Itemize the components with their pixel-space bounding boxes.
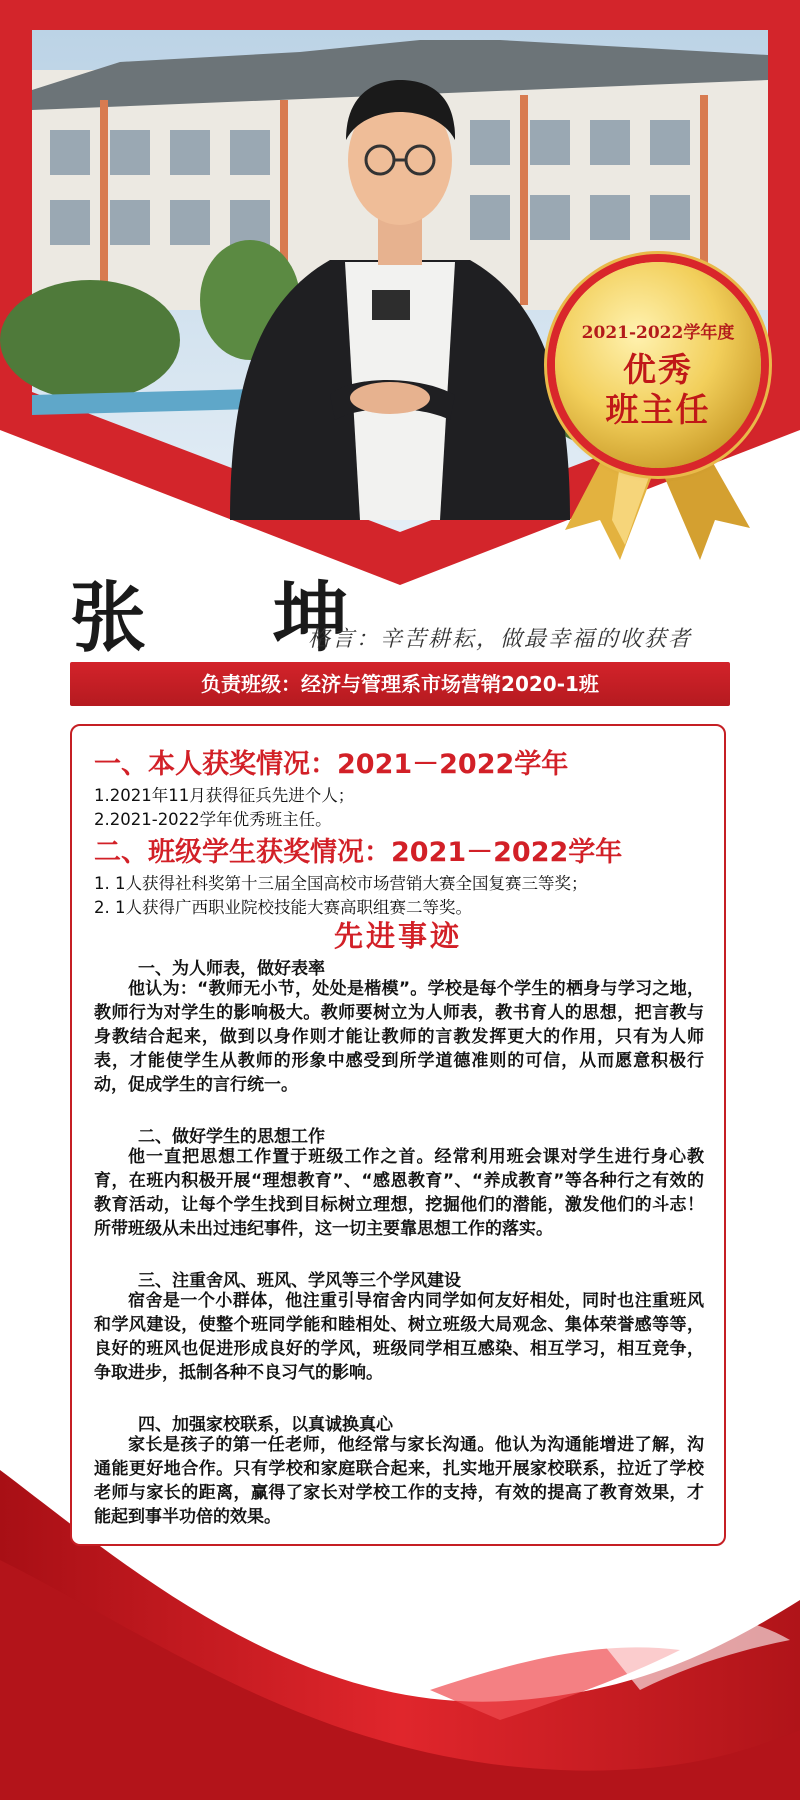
- deed-heading-2: 二、做好学生的思想工作: [138, 1127, 325, 1147]
- deed-heading-3: 三、注重舍风、班风、学风等三个学风建设: [138, 1271, 461, 1291]
- deed-text-1: 他认为：“教师无小节，处处是楷模”。学校是每个学生的栖身与学习之地，教师行为对学生的影响极大。教师要树立为人师表，教书育人的思想，把言教与身教结合起来，做到以身作则才能让教师的言教发挥更大的作用，只有为人师表，才能使学生从教师的形象中感受到所学道德准则的可信，从而愿意积极行动，促成学生的言行统一。: [94, 979, 704, 1095]
- deed-text-4: 家长是孩子的第一任老师，他经常与家长沟通。他认为沟通能增进了解，沟通能更好地合作。只有学校和家庭联合起来，扎实地开展家校联系，拉近了学校老师与家长的距离，赢得了家长对学校工作的支持，有效的提高了教育效果，才能起到事半功倍的效果。: [94, 1435, 704, 1527]
- deed-text-3: 宿舍是一个小群体，他注重引导宿舍内同学如何友好相处，同时也注重班风和学风建设，使整个班同学能和睦相处、树立班级大局观念、集体荣誉感等等，良好的班风也促进形成良好的学风，班级同学相互感染、相互学习，相互竞争，争取进步，抵制各种不良习气的影响。: [94, 1291, 704, 1383]
- deeds-title: 先进事迹: [333, 919, 462, 953]
- section1-item-2: 2.2021-2022学年优秀班主任。: [94, 810, 332, 829]
- section2-item-1: 1. 1人获得社科奖第十三届全国高校市场营销大赛全国复赛三等奖；: [94, 874, 588, 893]
- teacher-name: 张 坤: [70, 573, 399, 662]
- deed-heading-1: 一、为人师表，做好表率: [138, 959, 325, 979]
- content-box: [70, 724, 726, 1546]
- badge-line2: 班主任: [605, 390, 711, 429]
- section2-item-2: 2. 1人获得广西职业院校技能大赛高职组赛二等奖。: [94, 898, 472, 917]
- deed-heading-4: 四、加强家校联系，以真诚换真心: [138, 1415, 393, 1435]
- deed-text-2: 他一直把思想工作置于班级工作之首。经常利用班会课对学生进行身心教育，在班内积极开展“理想教育”、“感恩教育”、“养成教育”等各种行之有效的教育活动，让每个学生找到目标树立理想，挖掘他们的潜能，激发他们的斗志！所带班级从未出过违纪事件，这一切主要靠思想工作的落实。: [94, 1147, 704, 1239]
- class-bar: 负责班级：经济与管理系市场营销2020-1班: [70, 662, 730, 706]
- section2-title: 二、班级学生获奖情况：2021－2022学年: [94, 837, 623, 868]
- award-badge: [555, 262, 761, 468]
- motto: 格言：辛苦耕耘，做最幸福的收获者: [308, 627, 693, 652]
- section1-title: 一、本人获奖情况：2021－2022学年: [94, 749, 569, 780]
- badge-line1: 优秀: [623, 350, 693, 389]
- section1-item-1: 1.2021年11月获得征兵先进个人；: [94, 786, 355, 805]
- badge-year: 2021-2022学年度: [581, 323, 735, 343]
